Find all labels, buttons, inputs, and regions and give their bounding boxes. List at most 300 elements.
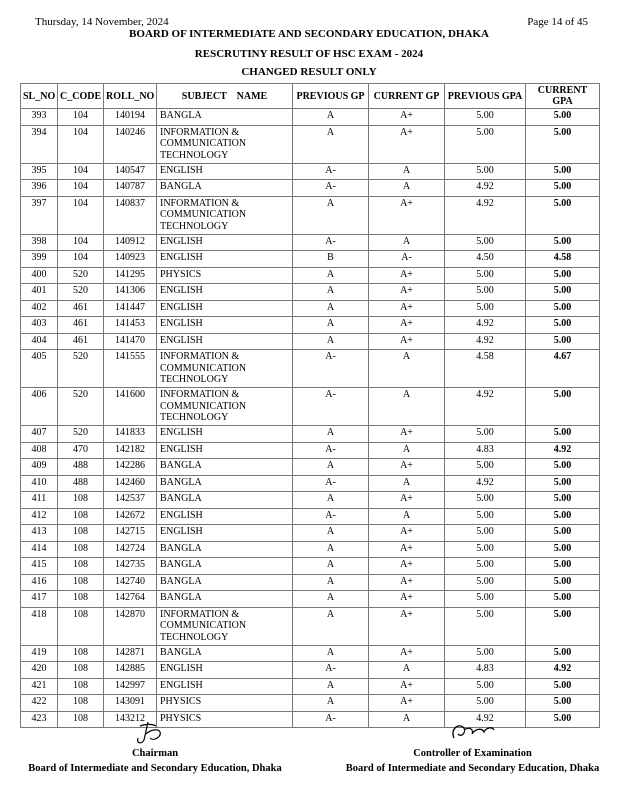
previous-gp-cell: A- [293, 388, 369, 426]
previous-gp-cell: A- [293, 508, 369, 525]
roll-no-cell: 141833 [104, 426, 157, 443]
previous-gpa-cell: 5.00 [445, 558, 526, 575]
current-gp-cell: A+ [369, 196, 445, 234]
roll-no-cell: 142715 [104, 525, 157, 542]
subject-cell: ENGLISH [157, 678, 293, 695]
table-row [21, 558, 600, 575]
c-code-cell: 108 [58, 508, 104, 525]
sl-no-cell: 398 [21, 234, 58, 251]
c-code-cell: 108 [58, 541, 104, 558]
table-row [21, 695, 600, 712]
c-code-cell: 488 [58, 475, 104, 492]
previous-gp-cell: A [293, 574, 369, 591]
roll-no-cell: 142182 [104, 442, 157, 459]
previous-gp-cell: A [293, 300, 369, 317]
table-row [21, 350, 600, 388]
sl-no-cell: 397 [21, 196, 58, 234]
previous-gp-cell: A- [293, 234, 369, 251]
result-table [20, 83, 600, 728]
roll-no-cell: 140837 [104, 196, 157, 234]
previous-gpa-cell: 4.92 [445, 180, 526, 197]
current-gpa-cell: 5.00 [526, 180, 600, 197]
sl-no-cell: 420 [21, 662, 58, 679]
roll-no-cell: 142997 [104, 678, 157, 695]
current-gpa-cell: 5.00 [526, 125, 600, 163]
previous-gpa-cell: 5.00 [445, 591, 526, 608]
roll-no-cell: 142724 [104, 541, 157, 558]
previous-gp-cell: A [293, 267, 369, 284]
current-gpa-cell: 5.00 [526, 163, 600, 180]
subject-cell: INFORMATION & COMMUNICATION TECHNOLOGY [157, 350, 293, 388]
sl-no-cell: 411 [21, 492, 58, 509]
current-gp-cell: A+ [369, 300, 445, 317]
roll-no-cell: 140912 [104, 234, 157, 251]
current-gp-cell: A+ [369, 333, 445, 350]
c-code-cell: 104 [58, 125, 104, 163]
subject-cell: ENGLISH [157, 333, 293, 350]
roll-no-cell: 141600 [104, 388, 157, 426]
c-code-cell: 461 [58, 317, 104, 334]
table-body [21, 109, 600, 728]
previous-gp-cell: A [293, 459, 369, 476]
sl-no-cell: 394 [21, 125, 58, 163]
c-code-cell: 108 [58, 558, 104, 575]
previous-gpa-cell: 4.83 [445, 662, 526, 679]
c-code-cell: 104 [58, 251, 104, 268]
table-row [21, 459, 600, 476]
previous-gp-cell: A [293, 492, 369, 509]
table-row [21, 508, 600, 525]
subject-cell: ENGLISH [157, 525, 293, 542]
roll-no-cell: 140547 [104, 163, 157, 180]
subject-cell: BANGLA [157, 180, 293, 197]
roll-no-cell: 142735 [104, 558, 157, 575]
previous-gp-cell: A- [293, 662, 369, 679]
board-title: BOARD OF INTERMEDIATE AND SECONDARY EDUCATION, DHAKA [129, 28, 489, 40]
table-row [21, 251, 600, 268]
previous-gpa-cell: 4.58 [445, 350, 526, 388]
sl-no-cell: 418 [21, 607, 58, 645]
c-code-cell: 108 [58, 492, 104, 509]
table-header-row [21, 84, 600, 109]
previous-gpa-cell: 5.00 [445, 125, 526, 163]
previous-gpa-cell: 5.00 [445, 426, 526, 443]
previous-gpa-cell: 5.00 [445, 492, 526, 509]
previous-gp-cell: A [293, 109, 369, 126]
previous-gp-cell: A [293, 607, 369, 645]
sl-no-cell: 423 [21, 711, 58, 728]
current-gp-cell: A [369, 180, 445, 197]
previous-gpa-cell: 5.00 [445, 284, 526, 301]
col-header-roll-no: ROLL_NO [104, 84, 157, 109]
c-code-cell: 104 [58, 234, 104, 251]
c-code-cell: 461 [58, 300, 104, 317]
subject-cell: BANGLA [157, 459, 293, 476]
current-gpa-cell: 5.00 [526, 333, 600, 350]
previous-gpa-cell: 5.00 [445, 267, 526, 284]
c-code-cell: 108 [58, 591, 104, 608]
c-code-cell: 520 [58, 426, 104, 443]
current-gpa-cell: 5.00 [526, 695, 600, 712]
subject-cell: ENGLISH [157, 234, 293, 251]
sl-no-cell: 421 [21, 678, 58, 695]
chairman-block [25, 746, 285, 776]
current-gp-cell: A+ [369, 541, 445, 558]
table-row [21, 574, 600, 591]
table-row [21, 317, 600, 334]
sl-no-cell: 412 [21, 508, 58, 525]
c-code-cell: 104 [58, 163, 104, 180]
sl-no-cell: 407 [21, 426, 58, 443]
sl-no-cell: 401 [21, 284, 58, 301]
subject-cell: INFORMATION & COMMUNICATION TECHNOLOGY [157, 196, 293, 234]
current-gpa-cell: 5.00 [526, 426, 600, 443]
current-gpa-cell: 5.00 [526, 525, 600, 542]
previous-gpa-cell: 4.92 [445, 388, 526, 426]
roll-no-cell: 140246 [104, 125, 157, 163]
roll-no-cell: 141555 [104, 350, 157, 388]
subject-cell: BANGLA [157, 475, 293, 492]
current-gp-cell: A [369, 350, 445, 388]
current-gp-cell: A+ [369, 678, 445, 695]
controller-signature [448, 720, 498, 746]
table-row [21, 196, 600, 234]
table-row [21, 300, 600, 317]
table-row [21, 180, 600, 197]
current-gp-cell: A [369, 163, 445, 180]
result-title: RESCRUTINY RESULT OF HSC EXAM - 2024 [194, 48, 424, 60]
subject-cell: BANGLA [157, 591, 293, 608]
previous-gp-cell: A [293, 426, 369, 443]
current-gpa-cell: 5.00 [526, 267, 600, 284]
subject-cell: ENGLISH [157, 426, 293, 443]
c-code-cell: 108 [58, 525, 104, 542]
controller-title: Controller of Examination [413, 748, 532, 759]
subject-cell: ENGLISH [157, 662, 293, 679]
table-row [21, 333, 600, 350]
sl-no-cell: 409 [21, 459, 58, 476]
current-gpa-cell: 4.92 [526, 442, 600, 459]
previous-gp-cell: A [293, 284, 369, 301]
current-gp-cell: A+ [369, 317, 445, 334]
previous-gp-cell: A- [293, 475, 369, 492]
current-gpa-cell: 5.00 [526, 541, 600, 558]
previous-gpa-cell: 5.00 [445, 695, 526, 712]
previous-gpa-cell: 4.92 [445, 711, 526, 728]
table-row [21, 109, 600, 126]
previous-gpa-cell: 5.00 [445, 645, 526, 662]
c-code-cell: 108 [58, 695, 104, 712]
c-code-cell: 104 [58, 180, 104, 197]
current-gp-cell: A+ [369, 426, 445, 443]
previous-gpa-cell: 4.92 [445, 317, 526, 334]
subject-cell: BANGLA [157, 645, 293, 662]
sl-no-cell: 405 [21, 350, 58, 388]
sl-no-cell: 414 [21, 541, 58, 558]
c-code-cell: 520 [58, 267, 104, 284]
previous-gpa-cell: 5.00 [445, 459, 526, 476]
sl-no-cell: 417 [21, 591, 58, 608]
current-gp-cell: A [369, 662, 445, 679]
previous-gp-cell: A- [293, 350, 369, 388]
current-gpa-cell: 5.00 [526, 492, 600, 509]
subject-cell: ENGLISH [157, 300, 293, 317]
table-row [21, 234, 600, 251]
current-gpa-cell: 5.00 [526, 475, 600, 492]
previous-gpa-cell: 5.00 [445, 678, 526, 695]
c-code-cell: 520 [58, 388, 104, 426]
previous-gpa-cell: 4.50 [445, 251, 526, 268]
current-gpa-cell: 4.58 [526, 251, 600, 268]
subject-cell: BANGLA [157, 109, 293, 126]
table-row [21, 267, 600, 284]
c-code-cell: 108 [58, 662, 104, 679]
current-gpa-cell: 5.00 [526, 558, 600, 575]
previous-gp-cell: A- [293, 180, 369, 197]
sl-no-cell: 399 [21, 251, 58, 268]
chairman-org: Board of Intermediate and Secondary Education, Dhaka [28, 763, 282, 774]
subject-cell: BANGLA [157, 558, 293, 575]
previous-gp-cell: A- [293, 711, 369, 728]
previous-gp-cell: A [293, 695, 369, 712]
current-gp-cell: A+ [369, 645, 445, 662]
roll-no-cell: 142740 [104, 574, 157, 591]
current-gp-cell: A [369, 508, 445, 525]
previous-gp-cell: A [293, 525, 369, 542]
c-code-cell: 108 [58, 574, 104, 591]
current-gpa-cell: 5.00 [526, 591, 600, 608]
previous-gp-cell: A [293, 591, 369, 608]
previous-gpa-cell: 5.00 [445, 508, 526, 525]
previous-gpa-cell: 4.92 [445, 196, 526, 234]
col-header-previous-gp: PREVIOUS GP [293, 84, 369, 109]
subject-cell: ENGLISH [157, 317, 293, 334]
current-gp-cell: A [369, 234, 445, 251]
subject-cell: PHYSICS [157, 711, 293, 728]
table-row [21, 591, 600, 608]
table-row [21, 442, 600, 459]
previous-gpa-cell: 4.92 [445, 475, 526, 492]
subject-cell: BANGLA [157, 574, 293, 591]
current-gpa-cell: 5.00 [526, 508, 600, 525]
subject-cell: ENGLISH [157, 284, 293, 301]
previous-gpa-cell: 5.00 [445, 163, 526, 180]
c-code-cell: 104 [58, 109, 104, 126]
subject-cell: BANGLA [157, 492, 293, 509]
current-gpa-cell: 5.00 [526, 574, 600, 591]
roll-no-cell: 140787 [104, 180, 157, 197]
roll-no-cell: 143091 [104, 695, 157, 712]
col-header-current-gp: CURRENT GP [369, 84, 445, 109]
previous-gp-cell: A [293, 196, 369, 234]
c-code-cell: 520 [58, 350, 104, 388]
roll-no-cell: 142286 [104, 459, 157, 476]
roll-no-cell: 141453 [104, 317, 157, 334]
sl-no-cell: 402 [21, 300, 58, 317]
roll-no-cell: 141447 [104, 300, 157, 317]
table-row [21, 645, 600, 662]
sl-no-cell: 396 [21, 180, 58, 197]
subject-cell: PHYSICS [157, 267, 293, 284]
roll-no-cell: 140923 [104, 251, 157, 268]
current-gp-cell: A+ [369, 492, 445, 509]
previous-gp-cell: A- [293, 442, 369, 459]
previous-gp-cell: A- [293, 163, 369, 180]
table-row [21, 678, 600, 695]
table-row [21, 388, 600, 426]
current-gpa-cell: 5.00 [526, 109, 600, 126]
current-gpa-cell: 4.67 [526, 350, 600, 388]
table-row [21, 607, 600, 645]
subject-cell: INFORMATION & COMMUNICATION TECHNOLOGY [157, 388, 293, 426]
sl-no-cell: 395 [21, 163, 58, 180]
sl-no-cell: 422 [21, 695, 58, 712]
controller-org: Board of Intermediate and Secondary Education, Dhaka [345, 763, 600, 774]
current-gpa-cell: 5.00 [526, 388, 600, 426]
subject-cell: ENGLISH [157, 442, 293, 459]
chairman-title: Chairman [131, 748, 179, 759]
subject-cell: ENGLISH [157, 251, 293, 268]
current-gpa-cell: 4.92 [526, 662, 600, 679]
previous-gp-cell: A [293, 541, 369, 558]
roll-no-cell: 141306 [104, 284, 157, 301]
current-gpa-cell: 5.00 [526, 234, 600, 251]
previous-gpa-cell: 5.00 [445, 109, 526, 126]
col-header-c-code: C_CODE [58, 84, 104, 109]
roll-no-cell: 142764 [104, 591, 157, 608]
table-row [21, 284, 600, 301]
c-code-cell: 108 [58, 645, 104, 662]
table-row [21, 711, 600, 728]
previous-gpa-cell: 4.83 [445, 442, 526, 459]
roll-no-cell: 142870 [104, 607, 157, 645]
current-gp-cell: A+ [369, 558, 445, 575]
subject-cell: INFORMATION & COMMUNICATION TECHNOLOGY [157, 125, 293, 163]
c-code-cell: 108 [58, 678, 104, 695]
col-header-subject-name: SUBJECT NAME [157, 84, 293, 109]
table-row [21, 662, 600, 679]
c-code-cell: 470 [58, 442, 104, 459]
previous-gpa-cell: 5.00 [445, 234, 526, 251]
current-gpa-cell: 5.00 [526, 459, 600, 476]
roll-no-cell: 142537 [104, 492, 157, 509]
table-row [21, 525, 600, 542]
previous-gpa-cell: 5.00 [445, 300, 526, 317]
subject-cell: INFORMATION & COMMUNICATION TECHNOLOGY [157, 607, 293, 645]
previous-gpa-cell: 5.00 [445, 541, 526, 558]
current-gp-cell: A [369, 711, 445, 728]
c-code-cell: 108 [58, 711, 104, 728]
table-row [21, 475, 600, 492]
table-row [21, 492, 600, 509]
current-gpa-cell: 5.00 [526, 284, 600, 301]
roll-no-cell: 141295 [104, 267, 157, 284]
c-code-cell: 461 [58, 333, 104, 350]
table-row [21, 125, 600, 163]
current-gpa-cell: 5.00 [526, 645, 600, 662]
current-gpa-cell: 5.00 [526, 711, 600, 728]
current-gp-cell: A+ [369, 125, 445, 163]
subject-cell: PHYSICS [157, 695, 293, 712]
current-gpa-cell: 5.00 [526, 196, 600, 234]
previous-gp-cell: A [293, 645, 369, 662]
sl-no-cell: 416 [21, 574, 58, 591]
current-gp-cell: A [369, 388, 445, 426]
roll-no-cell: 142871 [104, 645, 157, 662]
current-gp-cell: A [369, 475, 445, 492]
current-gp-cell: A+ [369, 267, 445, 284]
page-number: Page 14 of 45 [527, 16, 588, 28]
result-subtitle: CHANGED RESULT ONLY [241, 66, 377, 78]
roll-no-cell: 142672 [104, 508, 157, 525]
current-gp-cell: A+ [369, 525, 445, 542]
current-gpa-cell: 5.00 [526, 317, 600, 334]
current-gp-cell: A+ [369, 591, 445, 608]
subject-cell: BANGLA [157, 541, 293, 558]
sl-no-cell: 408 [21, 442, 58, 459]
current-gp-cell: A+ [369, 695, 445, 712]
c-code-cell: 520 [58, 284, 104, 301]
roll-no-cell: 142460 [104, 475, 157, 492]
sl-no-cell: 400 [21, 267, 58, 284]
table-row [21, 163, 600, 180]
previous-gp-cell: A [293, 678, 369, 695]
c-code-cell: 104 [58, 196, 104, 234]
sl-no-cell: 404 [21, 333, 58, 350]
roll-no-cell: 143212 [104, 711, 157, 728]
current-gp-cell: A [369, 442, 445, 459]
roll-no-cell: 141470 [104, 333, 157, 350]
current-gp-cell: A+ [369, 574, 445, 591]
col-header-sl-no: SL_NO [21, 84, 58, 109]
current-gp-cell: A+ [369, 109, 445, 126]
previous-gp-cell: B [293, 251, 369, 268]
previous-gp-cell: A [293, 317, 369, 334]
subject-cell: ENGLISH [157, 508, 293, 525]
roll-no-cell: 142885 [104, 662, 157, 679]
sl-no-cell: 410 [21, 475, 58, 492]
sl-no-cell: 413 [21, 525, 58, 542]
sl-no-cell: 393 [21, 109, 58, 126]
table-row [21, 426, 600, 443]
current-gp-cell: A+ [369, 607, 445, 645]
current-gp-cell: A- [369, 251, 445, 268]
c-code-cell: 108 [58, 607, 104, 645]
subject-cell: ENGLISH [157, 163, 293, 180]
col-header-current-gpa: CURRENT GPA [526, 84, 600, 109]
previous-gp-cell: A [293, 333, 369, 350]
roll-no-cell: 140194 [104, 109, 157, 126]
current-gpa-cell: 5.00 [526, 678, 600, 695]
c-code-cell: 488 [58, 459, 104, 476]
previous-gpa-cell: 5.00 [445, 574, 526, 591]
current-gp-cell: A+ [369, 459, 445, 476]
sl-no-cell: 403 [21, 317, 58, 334]
sl-no-cell: 419 [21, 645, 58, 662]
table-row [21, 541, 600, 558]
sl-no-cell: 415 [21, 558, 58, 575]
previous-gpa-cell: 5.00 [445, 525, 526, 542]
previous-gp-cell: A [293, 125, 369, 163]
sl-no-cell: 406 [21, 388, 58, 426]
chairman-signature [130, 720, 170, 746]
previous-gpa-cell: 4.92 [445, 333, 526, 350]
print-date: Thursday, 14 November, 2024 [35, 16, 169, 28]
col-header-previous-gpa: PREVIOUS GPA [445, 84, 526, 109]
current-gpa-cell: 5.00 [526, 607, 600, 645]
controller-block [340, 746, 605, 776]
current-gp-cell: A+ [369, 284, 445, 301]
